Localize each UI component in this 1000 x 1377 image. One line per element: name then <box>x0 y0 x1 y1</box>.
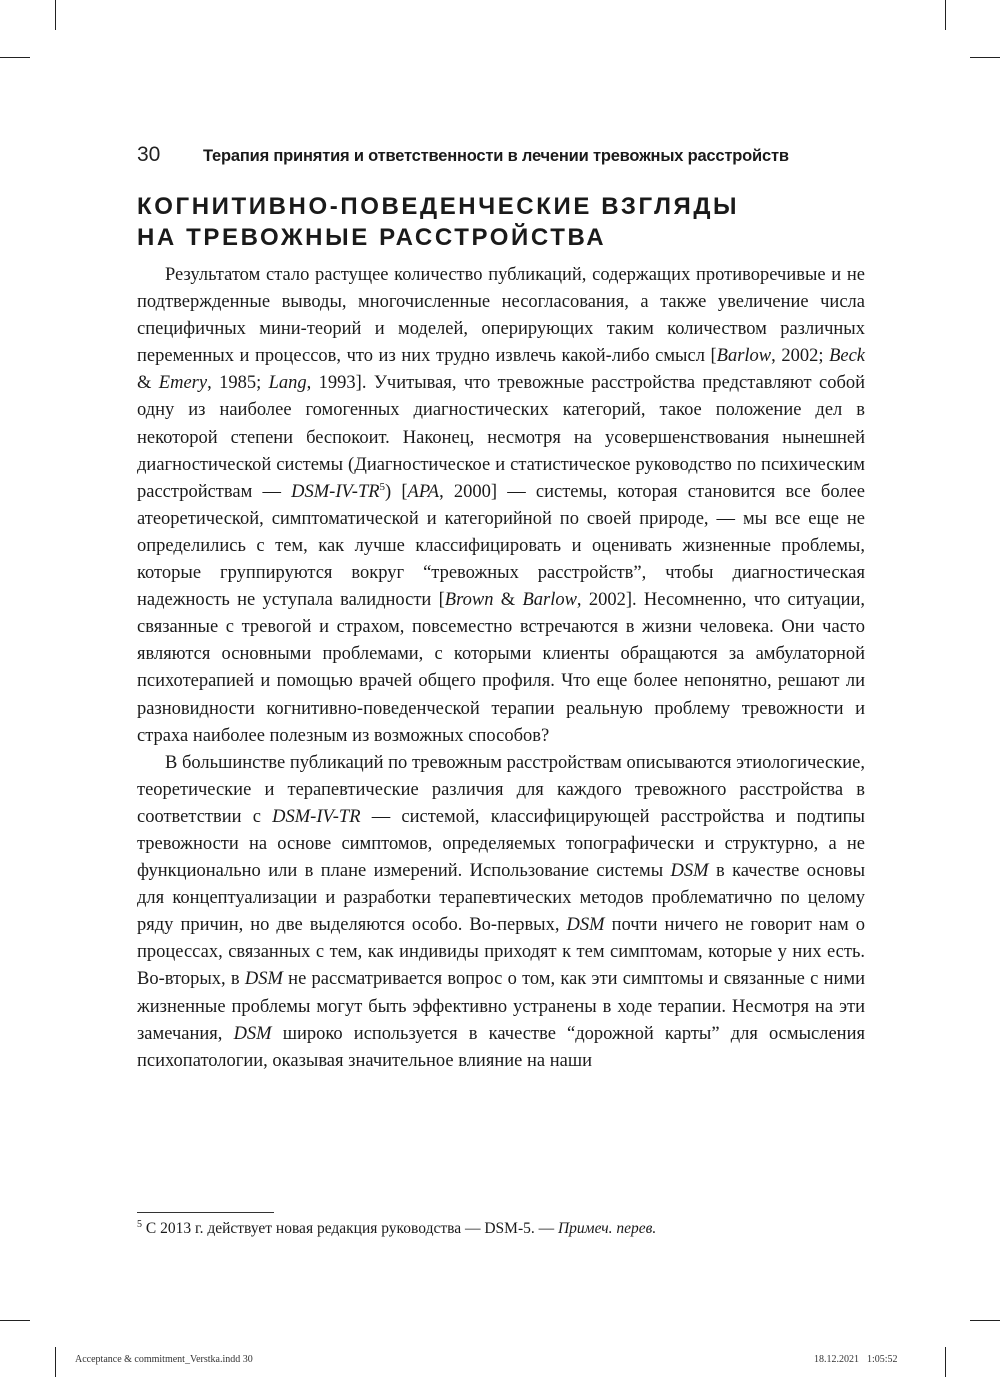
italic-run: DSM-IV-TR <box>291 481 380 502</box>
section-heading-line-1: КОГНИТИВНО-ПОВЕДЕНЧЕСКИЕ ВЗГЛЯДЫ <box>137 193 740 220</box>
italic-run: DSM <box>670 861 709 882</box>
italic-run: DSM <box>244 969 283 990</box>
footnote-text: С 2013 г. действует новая редакция руководства — DSM-5. — <box>142 1220 558 1237</box>
text-run: — системой, классифицирующей расстройства и подтипы тревожности на основе симптомов, определяемых топографически и структурно, а не функционально или в плане измерений. Использование системы <box>137 806 865 882</box>
italic-run: DSM <box>566 915 605 936</box>
italic-run: Beck <box>829 346 866 367</box>
footnote-ref: 5 <box>379 480 386 493</box>
italic-run: Barlow <box>522 590 577 611</box>
crop-mark-left-upper <box>0 57 30 58</box>
paragraph-1 <box>137 262 865 750</box>
body-text <box>137 262 865 1075</box>
italic-run: APA <box>407 481 440 502</box>
italic-run: Brown <box>444 590 494 611</box>
text-run: широко используется в качестве “дорожной карты” для осмысления психопатологии, оказывая значительное влияние на наши <box>137 1023 865 1071</box>
text-run: , 1993]. Учитывая, что тревожные расстройства представляют собой одну из наиболее гомогенных диагностических категорий, такое положение дел в некоторой степени беспокоит. Наконец, несмотря на усовершенствования нынешней диагностической системы (Диагностическое и статистическое руководство по психическим расстройствам — <box>137 373 866 502</box>
text-run: & <box>137 373 159 394</box>
section-heading-line-2: НА ТРЕВОЖНЫЕ РАССТРОЙСТВА <box>137 224 607 251</box>
footnote-marker: 5 <box>137 1219 142 1230</box>
text-run: ) [ <box>385 481 408 502</box>
text-run: , 2002]. Несомненно, что ситуации, связанные с тревогой и страхом, повсеместно встречаются в жизни человека. Они часто являются основными проблемами, с которыми клиенты обращаются за амбулаторной психотерапией и помощью врачей общего профиля. Что еще более непонятно, решают ли разновидности когнитивно-поведенческой терапии реальную проблему тревожности и страха наиболее полезным из возможных способов? <box>137 590 866 746</box>
text-run: , 2000] — системы, которая становится все более атеоретической, симптоматической и категорийной по своей природе, — мы все еще не определились с тем, как лучше классифицировать и оценивать жизненные проблемы, которые группируются вокруг “тревожных расстройств”, чтобы диагностическая надежность не уступала валидности [ <box>137 481 865 611</box>
text-run: , 1985; <box>207 373 269 394</box>
footnote-rule <box>137 1212 274 1213</box>
paragraph-2 <box>137 750 865 1075</box>
print-slug-datetime <box>814 1354 898 1365</box>
text-run: не рассматривается вопрос о том, как эти симптомы и связанные с ними жизненные проблемы могут быть эффективно устранены в ходе терапии. Несмотря на эти замечания, <box>137 969 865 1044</box>
footnote <box>137 1219 865 1239</box>
text-run: в качестве основы для концептуализации и разработки терапевтических методов проблематично по целому ряду причин, но две выделяются особо. Во-первых, <box>137 861 866 936</box>
text-run: В большинстве публикаций по тревожным расстройствам описываются этиологические, теоретические и терапевтические различия для каждого тревожного расстройства в соответствии с <box>137 752 865 827</box>
italic-run: Lang <box>268 373 307 394</box>
page-number: 30 <box>137 143 161 166</box>
running-head <box>137 143 865 167</box>
print-slug-date: 18.12.2021 <box>814 1354 859 1365</box>
italic-run: Emery <box>158 373 208 394</box>
text-run: & <box>493 590 523 611</box>
print-slug-file: Acceptance & commitment_Verstka.indd 30 <box>75 1354 253 1365</box>
italic-run: DSM <box>233 1023 272 1044</box>
crop-mark-right-upper <box>970 57 1000 58</box>
text-run: Результатом стало растущее количество публикаций, содержащих противоречивые и не подтвержденные выводы, многочисленные несогласования, а также увеличение числа специфичных мини-теорий и моделей, оперирующих таким количеством различных переменных и процессов, что из них трудно извлечь какой-либо смысл [ <box>137 265 865 367</box>
crop-mark-bottom-right <box>945 1347 946 1377</box>
italic-run: Barlow <box>716 346 772 367</box>
crop-mark-left-lower <box>0 1320 30 1321</box>
crop-mark-right-lower <box>970 1320 1000 1321</box>
text-run: почти ничего не говорит нам о процессах, связанных с тем, как индивиды приходят к тем симптомам, которые у них есть. Во-вторых, в <box>137 915 865 990</box>
italic-run: DSM-IV-TR <box>272 806 361 827</box>
running-title: Терапия принятия и ответственности в лечении тревожных расстройств <box>203 147 789 165</box>
text-run: , 2002; <box>771 346 830 367</box>
crop-mark-bottom-left <box>55 1347 56 1377</box>
crop-mark-top-left <box>55 0 56 30</box>
crop-mark-top-right <box>945 0 946 30</box>
section-heading <box>137 191 865 253</box>
print-slug-time: 1:05:52 <box>867 1354 898 1365</box>
footnote-translator-note: Примеч. перев. <box>557 1220 657 1237</box>
